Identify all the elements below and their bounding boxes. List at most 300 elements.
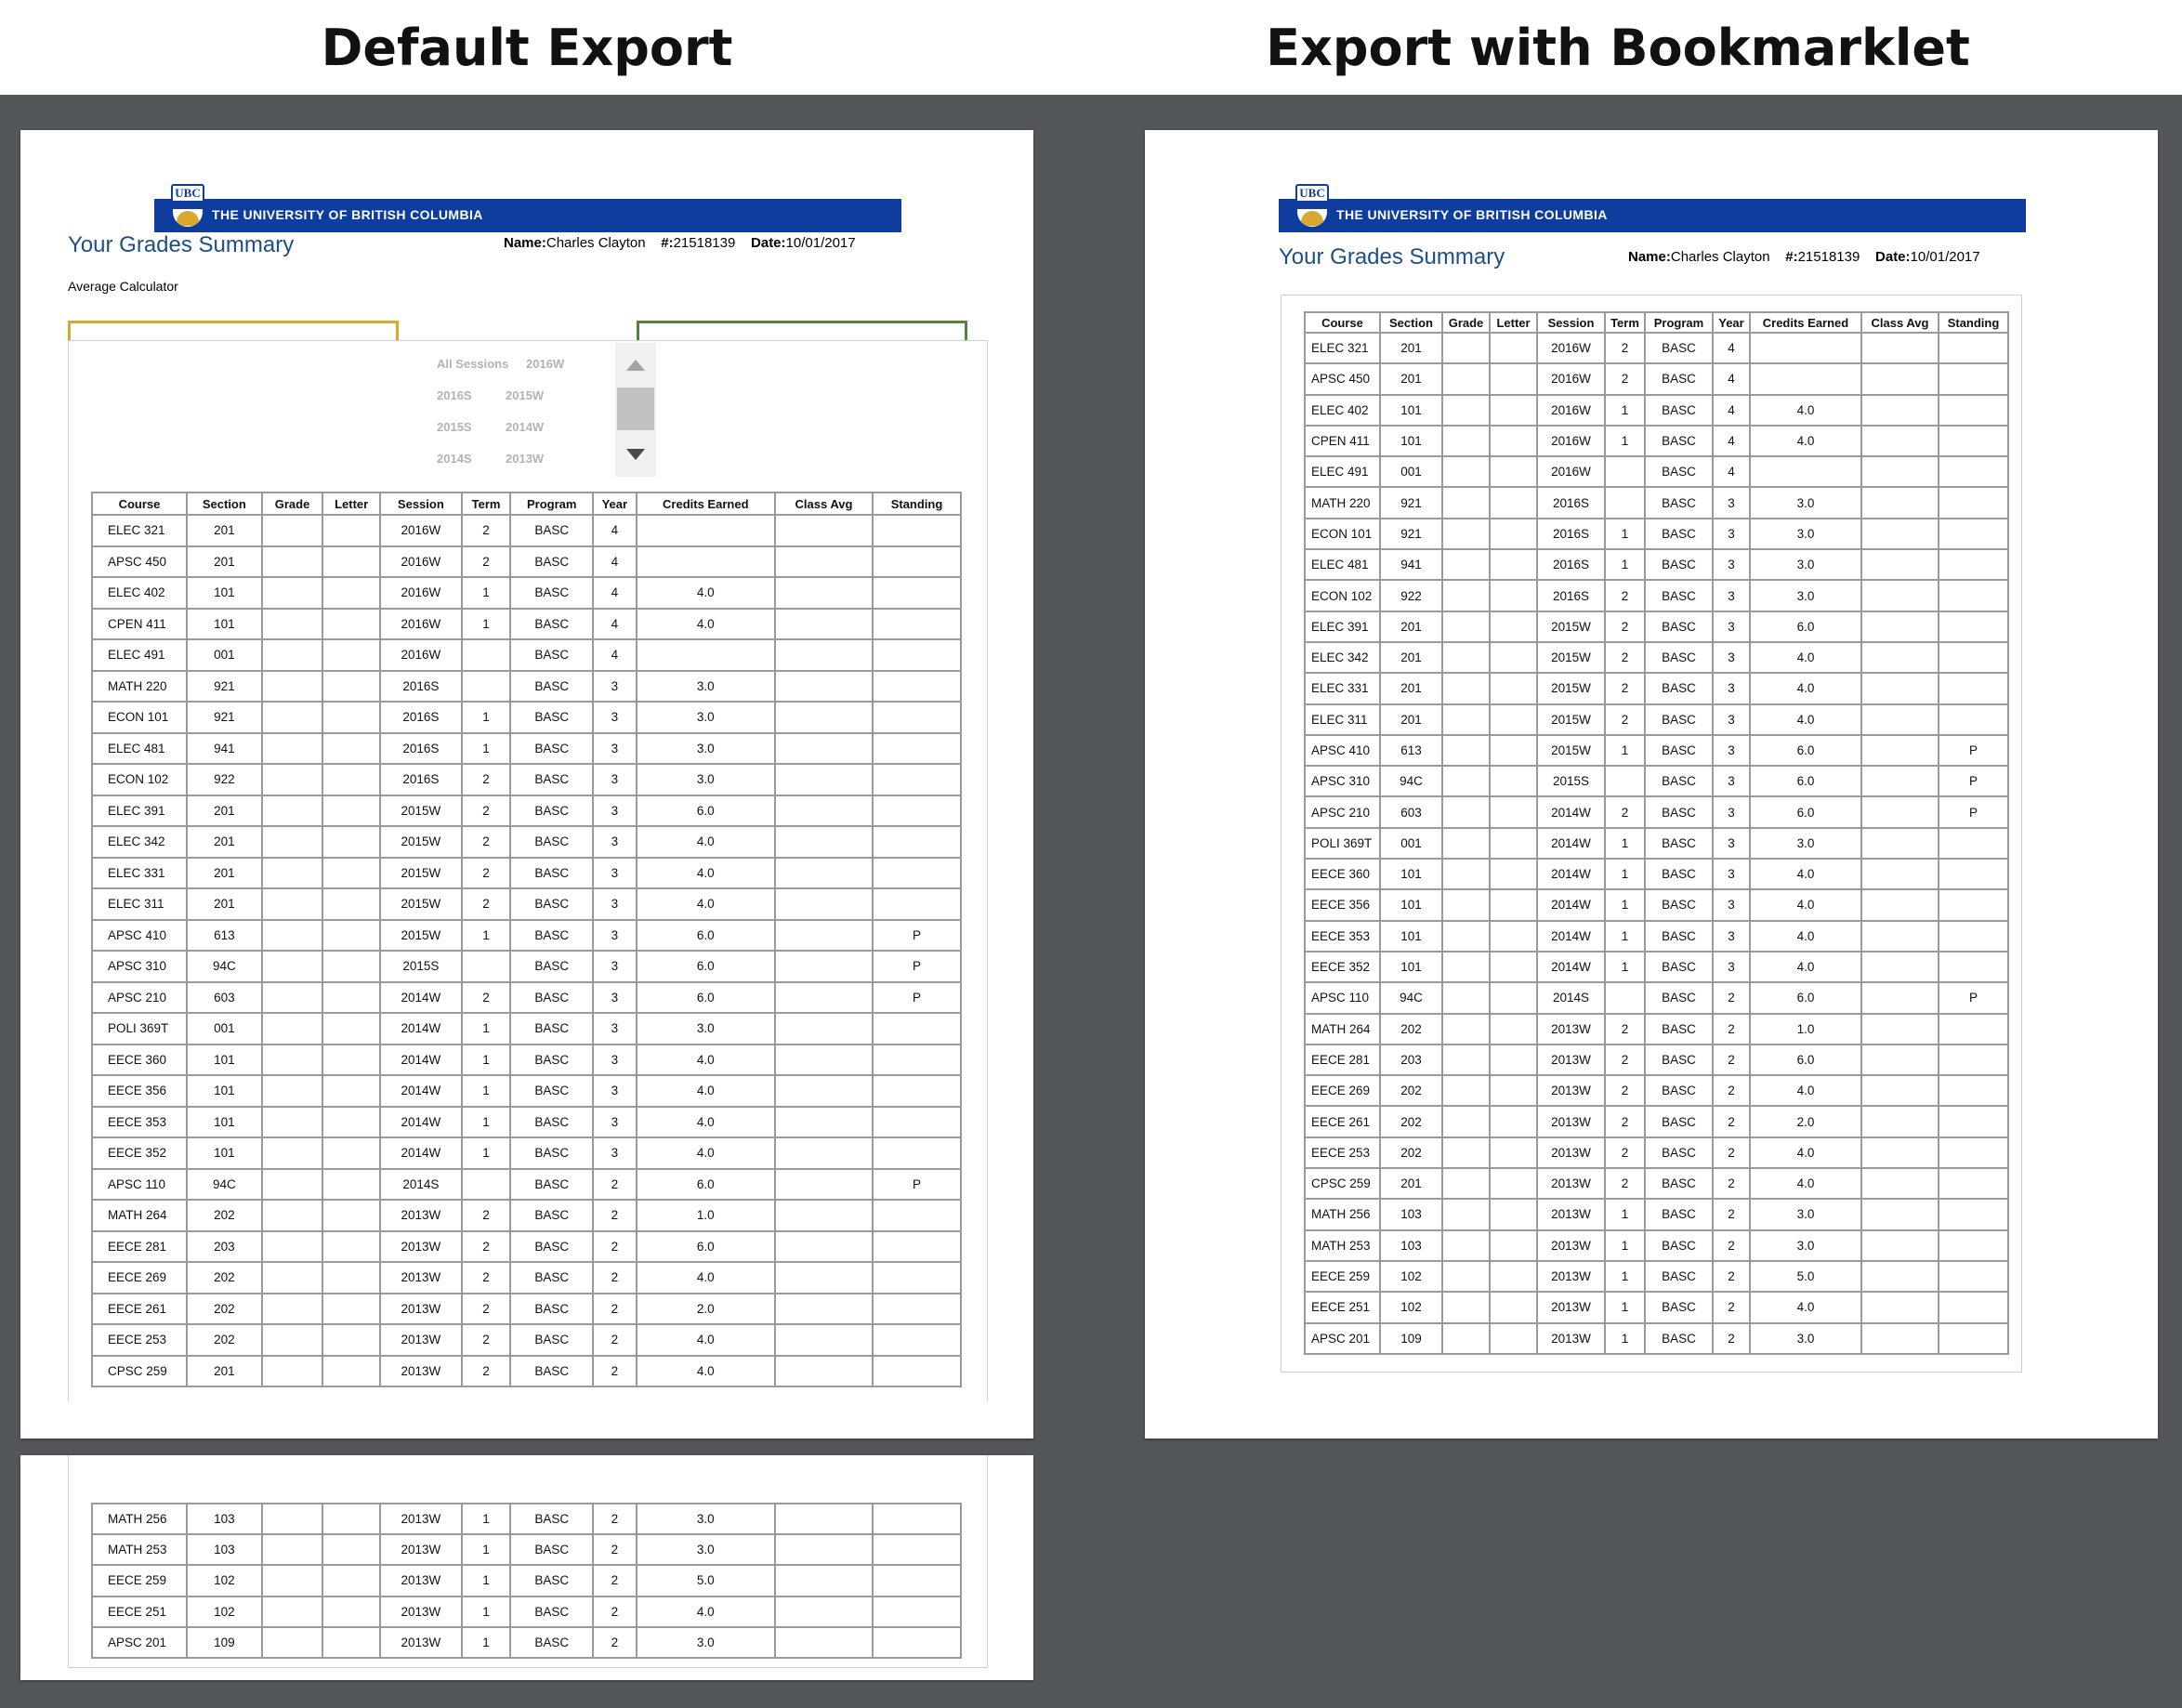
table-cell xyxy=(775,1231,873,1263)
table-cell xyxy=(1750,333,1861,363)
table-cell xyxy=(873,671,961,703)
table-cell xyxy=(1490,766,1537,796)
table-cell xyxy=(262,1045,323,1076)
table-cell: 1.0 xyxy=(1750,1014,1861,1045)
table-cell: 941 xyxy=(1380,549,1442,580)
table-cell xyxy=(775,1107,873,1138)
table-cell: 101 xyxy=(187,1137,262,1169)
table-cell: 2013W xyxy=(1537,1261,1605,1292)
table-cell xyxy=(262,858,323,889)
table-cell: 2 xyxy=(1713,1168,1750,1199)
table-cell: 2 xyxy=(462,546,511,578)
table-cell xyxy=(1490,982,1537,1013)
table-cell: 2 xyxy=(1605,673,1645,703)
table-cell xyxy=(1490,1106,1537,1136)
table-cell xyxy=(1442,859,1490,889)
table-cell xyxy=(873,1534,961,1565)
session-option[interactable]: 2016W xyxy=(526,357,565,371)
table-cell xyxy=(322,639,380,671)
table-cell xyxy=(873,764,961,795)
table-cell xyxy=(1442,1261,1490,1292)
table-cell: ELEC 321 xyxy=(1305,333,1380,363)
table-cell: POLI 369T xyxy=(92,1013,187,1045)
table-cell: P xyxy=(1939,982,2008,1013)
table-cell: 001 xyxy=(1380,456,1442,487)
table-cell: 2013W xyxy=(1537,1199,1605,1229)
table-cell xyxy=(1442,952,1490,982)
table-cell xyxy=(462,639,511,671)
table-cell: 4.0 xyxy=(1750,889,1861,920)
table-cell: ELEC 342 xyxy=(92,826,187,858)
table-cell: 2 xyxy=(1605,796,1645,827)
table-cell xyxy=(262,733,323,765)
table-cell xyxy=(1490,333,1537,363)
table-cell xyxy=(775,764,873,795)
table-cell: 2013W xyxy=(1537,1292,1605,1322)
table-cell: BASC xyxy=(510,1356,593,1387)
table-cell: 1 xyxy=(1605,395,1645,426)
table-cell: 3 xyxy=(593,1137,636,1169)
table-cell: BASC xyxy=(510,1565,593,1596)
table-cell: 2.0 xyxy=(1750,1106,1861,1136)
column-header: Term xyxy=(462,493,511,515)
table-cell: 2 xyxy=(1605,363,1645,394)
table-cell: P xyxy=(1939,735,2008,766)
table-cell xyxy=(322,1200,380,1231)
table-cell xyxy=(1442,828,1490,859)
table-row xyxy=(1305,487,2008,518)
table-cell: 2 xyxy=(593,1324,636,1356)
table-cell: BASC xyxy=(510,1169,593,1201)
table-cell: 2014W xyxy=(380,1045,462,1076)
table-cell xyxy=(1861,766,1939,796)
table-cell xyxy=(1490,456,1537,487)
table-cell xyxy=(1939,952,2008,982)
table-cell: 3 xyxy=(1713,611,1750,642)
table-cell: BASC xyxy=(1645,1230,1713,1261)
table-cell: 2 xyxy=(593,1262,636,1294)
table-cell: BASC xyxy=(510,1075,593,1107)
table-cell: 2 xyxy=(1713,1199,1750,1229)
table-cell: BASC xyxy=(1645,363,1713,394)
table-cell: 201 xyxy=(187,795,262,827)
table-cell xyxy=(262,951,323,982)
table-cell: 2013W xyxy=(1537,1137,1605,1168)
table-cell xyxy=(262,920,323,952)
table-cell: 203 xyxy=(187,1231,262,1263)
table-cell xyxy=(322,1231,380,1263)
table-cell: 1 xyxy=(462,1137,511,1169)
table-cell: 4.0 xyxy=(1750,1168,1861,1199)
table-cell xyxy=(1861,426,1939,456)
table-cell xyxy=(1442,1137,1490,1168)
table-row xyxy=(92,764,961,795)
table-cell: 102 xyxy=(187,1596,262,1627)
table-cell xyxy=(262,702,323,733)
table-cell xyxy=(775,1137,873,1169)
table-cell: BASC xyxy=(1645,426,1713,456)
table-cell: 201 xyxy=(1380,363,1442,394)
table-cell: 3.0 xyxy=(1750,1230,1861,1261)
table-row xyxy=(92,1324,961,1356)
table-cell: BASC xyxy=(510,764,593,795)
column-header: Term xyxy=(1605,312,1645,333)
table-cell: 103 xyxy=(187,1534,262,1565)
table-cell xyxy=(775,888,873,920)
table-row xyxy=(92,1107,961,1138)
table-cell xyxy=(322,1565,380,1596)
table-row xyxy=(1305,1137,2008,1168)
session-option[interactable]: 2014S xyxy=(437,452,472,466)
table-cell: BASC xyxy=(1645,796,1713,827)
session-option[interactable]: 2013W xyxy=(506,452,545,466)
table-cell: 2 xyxy=(1713,1323,1750,1354)
table-cell: 2013W xyxy=(380,1262,462,1294)
ubc-banner xyxy=(1279,199,2026,232)
table-cell: 2014W xyxy=(1537,859,1605,889)
table-cell: BASC xyxy=(510,1107,593,1138)
table-cell: 1 xyxy=(1605,426,1645,456)
table-cell: 4.0 xyxy=(637,577,775,609)
page-title: Your Grades Summary xyxy=(1279,244,1505,269)
table-cell xyxy=(775,858,873,889)
table-cell: CPEN 411 xyxy=(1305,426,1380,456)
table-cell: BASC xyxy=(1645,1292,1713,1322)
table-cell xyxy=(322,764,380,795)
session-option[interactable]: 2016S xyxy=(437,388,472,402)
table-cell xyxy=(262,1231,323,1263)
table-cell xyxy=(1490,859,1537,889)
table-row xyxy=(92,1294,961,1325)
column-header: Session xyxy=(1537,312,1605,333)
table-cell xyxy=(1939,487,2008,518)
table-cell: BASC xyxy=(1645,704,1713,735)
table-cell xyxy=(873,1075,961,1107)
table-cell: ECON 102 xyxy=(1305,580,1380,611)
table-cell: 2016W xyxy=(1537,333,1605,363)
table-cell: 201 xyxy=(1380,642,1442,673)
table-cell: BASC xyxy=(510,858,593,889)
table-cell: ELEC 311 xyxy=(1305,704,1380,735)
table-cell: BASC xyxy=(1645,921,1713,952)
table-cell xyxy=(1861,1199,1939,1229)
table-cell: 102 xyxy=(187,1565,262,1596)
table-cell: ELEC 321 xyxy=(92,515,187,546)
table-cell: BASC xyxy=(1645,1106,1713,1136)
column-header: Section xyxy=(187,493,262,515)
table-row xyxy=(1305,611,2008,642)
table-cell: 2 xyxy=(462,795,511,827)
table-cell xyxy=(1861,549,1939,580)
table-cell xyxy=(873,1504,961,1534)
session-option[interactable]: 2015S xyxy=(437,420,472,434)
table-cell xyxy=(873,1565,961,1596)
table-cell xyxy=(262,639,323,671)
table-row xyxy=(1305,395,2008,426)
table-cell: 921 xyxy=(1380,487,1442,518)
table-cell xyxy=(1442,796,1490,827)
table-cell: 1 xyxy=(462,1013,511,1045)
table-cell: BASC xyxy=(510,733,593,765)
scrollbar-thumb[interactable] xyxy=(617,388,654,430)
table-cell: 4.0 xyxy=(637,1324,775,1356)
session-option[interactable]: 2015W xyxy=(506,388,545,402)
table-cell xyxy=(1490,1230,1537,1261)
table-cell xyxy=(1939,1292,2008,1322)
table-cell xyxy=(1750,456,1861,487)
table-cell xyxy=(262,795,323,827)
table-cell: EECE 253 xyxy=(92,1324,187,1356)
column-header: Program xyxy=(510,493,593,515)
table-cell: 3.0 xyxy=(637,1534,775,1565)
table-cell xyxy=(1442,426,1490,456)
table-cell: EECE 352 xyxy=(92,1137,187,1169)
table-cell: CPSC 259 xyxy=(92,1356,187,1387)
table-cell: BASC xyxy=(510,951,593,982)
table-cell xyxy=(873,795,961,827)
table-cell xyxy=(322,888,380,920)
table-cell: APSC 410 xyxy=(1305,735,1380,766)
table-cell xyxy=(775,1324,873,1356)
table-row xyxy=(92,1137,961,1169)
table-cell: 2014W xyxy=(380,1137,462,1169)
table-row xyxy=(1305,859,2008,889)
table-cell: 2 xyxy=(462,1294,511,1325)
table-cell: 4.0 xyxy=(637,1262,775,1294)
table-row xyxy=(1305,1075,2008,1106)
table-cell: BASC xyxy=(510,1262,593,1294)
table-cell: APSC 450 xyxy=(92,546,187,578)
session-option[interactable]: All Sessions xyxy=(437,357,509,371)
table-cell: 2016S xyxy=(380,702,462,733)
table-cell: 2014W xyxy=(1537,889,1605,920)
table-cell: 102 xyxy=(1380,1292,1442,1322)
table-cell: 2 xyxy=(593,1356,636,1387)
table-cell: BASC xyxy=(510,826,593,858)
table-cell xyxy=(322,795,380,827)
table-cell: 001 xyxy=(187,639,262,671)
table-cell xyxy=(1490,363,1537,394)
table-cell: 2016S xyxy=(1537,580,1605,611)
student-name: Charles Clayton xyxy=(546,235,646,251)
table-cell: 1 xyxy=(462,702,511,733)
table-row xyxy=(92,577,961,609)
table-row xyxy=(92,1013,961,1045)
table-cell xyxy=(262,1013,323,1045)
table-cell: 4.0 xyxy=(1750,673,1861,703)
table-cell: 1 xyxy=(462,733,511,765)
table-cell xyxy=(1605,487,1645,518)
table-cell: BASC xyxy=(510,671,593,703)
table-cell: 103 xyxy=(1380,1199,1442,1229)
page-break-cut xyxy=(20,1401,1033,1439)
table-cell: BASC xyxy=(1645,549,1713,580)
table-cell: EECE 356 xyxy=(92,1075,187,1107)
table-cell xyxy=(1861,519,1939,549)
table-cell xyxy=(1939,395,2008,426)
table-cell xyxy=(1939,426,2008,456)
table-cell xyxy=(1861,611,1939,642)
id-label: #: xyxy=(1785,249,1798,265)
table-cell: 2 xyxy=(1713,1292,1750,1322)
table-cell: 4 xyxy=(1713,395,1750,426)
table-cell: 3 xyxy=(1713,735,1750,766)
table-cell xyxy=(1442,673,1490,703)
table-row xyxy=(92,639,961,671)
table-cell: 101 xyxy=(187,1045,262,1076)
table-cell: BASC xyxy=(510,577,593,609)
table-cell: 102 xyxy=(1380,1261,1442,1292)
table-cell xyxy=(873,826,961,858)
table-cell: 1 xyxy=(1605,828,1645,859)
table-cell: 2014W xyxy=(380,1075,462,1107)
table-cell: 4.0 xyxy=(1750,921,1861,952)
session-option[interactable]: 2014W xyxy=(506,420,545,434)
table-cell: EECE 353 xyxy=(92,1107,187,1138)
table-cell: BASC xyxy=(1645,1014,1713,1045)
table-cell xyxy=(1861,1292,1939,1322)
table-cell: MATH 256 xyxy=(1305,1199,1380,1229)
table-cell xyxy=(1861,363,1939,394)
table-cell xyxy=(873,1262,961,1294)
table-cell: EECE 261 xyxy=(92,1294,187,1325)
table-cell xyxy=(262,577,323,609)
table-cell xyxy=(1442,1230,1490,1261)
table-cell: 6.0 xyxy=(637,1231,775,1263)
table-row xyxy=(92,1169,961,1201)
table-cell: 3.0 xyxy=(637,1504,775,1534)
table-cell: 2014W xyxy=(1537,921,1605,952)
table-cell xyxy=(1490,395,1537,426)
table-cell xyxy=(775,1075,873,1107)
table-cell: 203 xyxy=(1380,1045,1442,1075)
table-cell: EECE 356 xyxy=(1305,889,1380,920)
table-cell: 4.0 xyxy=(637,1596,775,1627)
table-cell xyxy=(322,1596,380,1627)
student-meta xyxy=(1628,249,1980,265)
table-cell xyxy=(462,951,511,982)
table-cell: 109 xyxy=(187,1627,262,1658)
table-row xyxy=(92,1075,961,1107)
table-row xyxy=(92,1565,961,1596)
table-cell: 3 xyxy=(1713,704,1750,735)
table-cell: 3.0 xyxy=(637,671,775,703)
table-cell: BASC xyxy=(1645,828,1713,859)
table-cell xyxy=(1939,519,2008,549)
table-cell: 1 xyxy=(462,1627,511,1658)
table-cell: 6.0 xyxy=(1750,796,1861,827)
table-cell: 201 xyxy=(187,1356,262,1387)
table-cell: 2016S xyxy=(1537,549,1605,580)
table-cell xyxy=(262,609,323,640)
table-cell: 4.0 xyxy=(637,1107,775,1138)
table-cell xyxy=(1442,1014,1490,1045)
table-cell xyxy=(1861,859,1939,889)
table-cell xyxy=(1442,333,1490,363)
table-cell xyxy=(1861,889,1939,920)
table-cell: 3.0 xyxy=(1750,1323,1861,1354)
table-cell xyxy=(775,951,873,982)
table-cell: P xyxy=(873,920,961,952)
table-cell: 2 xyxy=(593,1231,636,1263)
table-cell: 2013W xyxy=(380,1627,462,1658)
table-cell: BASC xyxy=(510,1013,593,1045)
table-cell: 94C xyxy=(187,1169,262,1201)
table-cell: 2 xyxy=(1605,1106,1645,1136)
scroll-down-icon[interactable] xyxy=(626,449,645,460)
table-cell: 3 xyxy=(593,1045,636,1076)
table-cell xyxy=(322,1627,380,1658)
table-row xyxy=(1305,766,2008,796)
table-cell xyxy=(873,515,961,546)
table-cell: 2 xyxy=(462,515,511,546)
table-cell xyxy=(1490,1075,1537,1106)
table-cell: 6.0 xyxy=(1750,982,1861,1013)
table-cell: APSC 310 xyxy=(92,951,187,982)
table-cell: 2 xyxy=(593,1169,636,1201)
table-cell: 1 xyxy=(462,1596,511,1627)
table-row xyxy=(1305,952,2008,982)
table-cell xyxy=(1939,921,2008,952)
table-cell xyxy=(322,1356,380,1387)
table-cell: 201 xyxy=(187,858,262,889)
table-cell: 101 xyxy=(1380,395,1442,426)
table-cell: BASC xyxy=(1645,395,1713,426)
table-cell: 202 xyxy=(1380,1106,1442,1136)
table-cell: EECE 269 xyxy=(92,1262,187,1294)
table-cell: 3 xyxy=(1713,673,1750,703)
table-cell: 2 xyxy=(1605,611,1645,642)
table-cell: 4.0 xyxy=(637,826,775,858)
table-cell: ELEC 402 xyxy=(92,577,187,609)
table-cell: 2 xyxy=(1605,1045,1645,1075)
table-cell: ELEC 331 xyxy=(1305,673,1380,703)
table-cell: ELEC 491 xyxy=(92,639,187,671)
table-row xyxy=(92,1231,961,1263)
table-cell xyxy=(775,1596,873,1627)
scroll-up-icon[interactable] xyxy=(626,360,645,371)
table-cell: 5.0 xyxy=(637,1565,775,1596)
table-cell: 2013W xyxy=(1537,1168,1605,1199)
table-cell: 4.0 xyxy=(1750,859,1861,889)
table-cell: BASC xyxy=(510,639,593,671)
grades-panel xyxy=(1281,295,2022,1373)
table-row xyxy=(1305,363,2008,394)
table-cell: BASC xyxy=(1645,333,1713,363)
table-cell: ELEC 391 xyxy=(92,795,187,827)
table-cell: 603 xyxy=(1380,796,1442,827)
average-calculator-label: Average Calculator xyxy=(68,279,178,294)
table-cell: 6.0 xyxy=(637,1169,775,1201)
table-cell: BASC xyxy=(510,1137,593,1169)
table-cell: 3.0 xyxy=(637,1627,775,1658)
pdf-viewer[interactable] xyxy=(0,95,2182,1708)
table-row xyxy=(1305,796,2008,827)
table-cell: 2015S xyxy=(380,951,462,982)
table-cell: 4.0 xyxy=(1750,395,1861,426)
table-cell: BASC xyxy=(510,1504,593,1534)
table-cell: EECE 251 xyxy=(1305,1292,1380,1322)
column-header: Section xyxy=(1380,312,1442,333)
table-cell: 2013W xyxy=(380,1294,462,1325)
table-cell xyxy=(1939,704,2008,735)
table-cell: 2014W xyxy=(380,982,462,1014)
table-cell xyxy=(262,1107,323,1138)
table-cell xyxy=(775,639,873,671)
table-cell: 4 xyxy=(593,609,636,640)
table-cell xyxy=(873,1231,961,1263)
grades-table xyxy=(91,492,962,1387)
